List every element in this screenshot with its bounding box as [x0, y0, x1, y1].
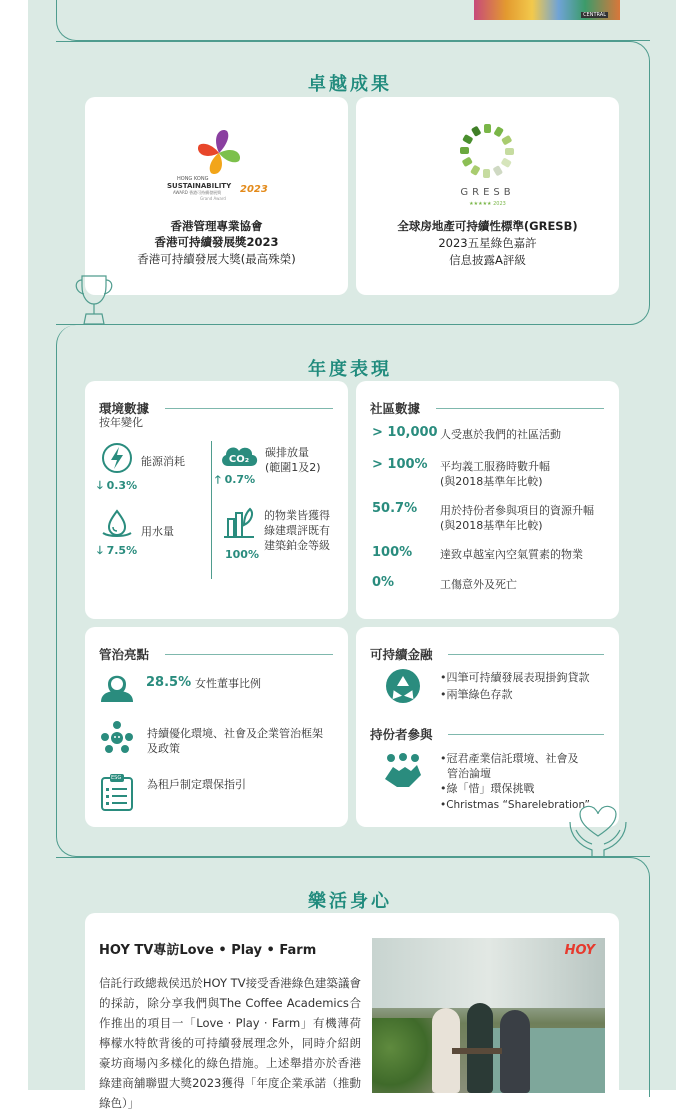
stakeholder-item-3: •Christmas “Sharelebration” — [440, 799, 590, 811]
green-building-icon — [222, 505, 256, 541]
hksa-line3: 香港可持續發展大獎(最高殊榮) — [137, 252, 296, 266]
stakeholder-item-1: •冠君產業信託環境、社會及 管治論壇 — [440, 752, 579, 780]
green-value: 100% — [225, 548, 259, 561]
down-arrow-icon: 🡓 — [97, 479, 103, 492]
co2-cloud-icon — [218, 440, 260, 468]
community-desc: 平均義工服務時數升幅 (與2018基準年比較) — [440, 460, 550, 488]
gresb-line1: 全球房地產可持續性標準(GRESB) — [397, 219, 578, 233]
gresb-ring-icon — [457, 121, 517, 181]
env-vertical-divider — [211, 441, 212, 579]
co2-label: 碳排放量 (範圍1及2) — [265, 446, 321, 474]
governance-divider — [165, 654, 333, 655]
connector-line-1 — [56, 0, 650, 41]
board-value: 28.5% — [146, 675, 192, 690]
section-title-performance: 年度表現 — [308, 359, 392, 380]
female-director-icon — [99, 667, 135, 703]
lohas-card — [85, 913, 619, 1113]
heart-hands-icon — [566, 802, 630, 858]
co2-value — [215, 472, 255, 487]
governance-network-icon — [99, 719, 135, 755]
hksa-line1: 香港管理專業協會 — [170, 219, 263, 233]
energy-value-text: 0.3% — [106, 479, 138, 492]
community-desc: 達致卓越室內空氣質素的物業 — [440, 548, 583, 561]
community-heading: 社區數據 — [370, 401, 421, 416]
green-label: 的物業皆獲得 綠建環評既有 建築鉑金等級 — [264, 509, 330, 552]
recycle-icon — [385, 668, 421, 704]
framework-text: 持續優化環境、社會及企業管治框架 及政策 — [147, 727, 323, 755]
section-title-lohas: 樂活身心 — [308, 891, 392, 912]
tenant-text: 為租戶制定環保指引 — [147, 778, 246, 791]
community-card — [356, 381, 619, 619]
stakeholder-divider — [448, 734, 604, 735]
tv-logo: HOY — [564, 943, 595, 958]
finance-item-1: •四筆可持續發展表現掛鉤貸款 — [440, 671, 590, 684]
community-value: > 10,000 — [372, 425, 438, 440]
env-sub: 按年變化 — [99, 416, 143, 429]
gresb-logo-name: GRESB — [460, 187, 515, 198]
hksa-line2: 香港可持續發展獎2023 — [154, 235, 279, 249]
water-value — [97, 543, 137, 558]
env-divider — [165, 408, 333, 409]
finance-divider — [448, 654, 604, 655]
stakeholder-heading: 持份者參與 — [370, 727, 433, 742]
governance-heading: 管治亮點 — [99, 647, 150, 662]
hksa-logo-small: HONG KONG — [177, 176, 209, 182]
banner-label: CENTRAL — [583, 12, 606, 18]
community-value: 50.7% — [372, 501, 418, 516]
water-icon — [101, 509, 133, 539]
hksa-flower-icon — [191, 125, 247, 181]
svg-text:CO₂: CO₂ — [228, 454, 250, 465]
water-value-text: 7.5% — [106, 544, 138, 557]
finance-heading: 可持續金融 — [370, 647, 433, 662]
env-heading: 環境數據 — [99, 401, 150, 416]
hksa-logo-sub: Grand Award — [200, 196, 226, 201]
photo-greenery — [372, 1018, 432, 1093]
article-title: HOY TV專訪Love • Play • Farm — [99, 943, 317, 958]
hksa-logo-year: 2023 — [240, 184, 268, 195]
gresb-line2: 2023五星綠色嘉許 — [438, 236, 537, 250]
esg-badge: ESG — [111, 775, 122, 781]
gresb-line3: 信息披露A評級 — [449, 253, 526, 267]
award-card-gresb — [356, 97, 619, 295]
community-value: > 100% — [372, 457, 428, 472]
photo-person-3 — [500, 1010, 530, 1093]
energy-label: 能源消耗 — [141, 455, 185, 468]
hksa-logo-award: AWARD 香港可持續發展獎 — [173, 190, 222, 195]
article-body: 信託行政總裁侯迅於HOY TV接受香港綠色建築議會的採訪，除分享我們與The Coffee Academics合作推出的項目一「Love · Play · Farm」有機薄荷檸檬水特飲背後的可持續發展理念外，同時介紹朗豪坊商場內多樣化的綠色措施。上述舉措亦於香港綠建商舖聯盟大獎2023獲得「年度企業承諾（推動綠色）」 — [99, 976, 361, 1110]
community-value: 0% — [372, 575, 395, 590]
community-divider — [436, 408, 604, 409]
finance-card — [356, 627, 619, 827]
stakeholder-item-2: •綠「惜」環保挑戰 — [440, 782, 535, 795]
env-card — [85, 381, 348, 619]
energy-icon — [101, 442, 133, 474]
community-desc: 用於持份者參與項目的資源升幅 (與2018基準年比較) — [440, 504, 594, 532]
interview-photo — [372, 938, 605, 1093]
finance-item-2: •兩筆綠色存款 — [440, 688, 513, 701]
gresb-logo-year: ★★★★★ 2023 — [469, 201, 506, 207]
energy-value — [97, 478, 137, 493]
community-desc: 人受惠於我們的社區活動 — [440, 428, 561, 441]
section-title-achievements: 卓越成果 — [308, 74, 392, 95]
award-card-hksa — [85, 97, 348, 295]
trophy-icon — [70, 272, 118, 328]
board-label: 女性董事比例 — [195, 677, 261, 690]
photo-table — [452, 1048, 502, 1054]
handshake-icon — [383, 753, 423, 789]
community-value: 100% — [372, 545, 413, 560]
water-label: 用水量 — [141, 525, 174, 538]
co2-value-text: 0.7% — [224, 473, 256, 486]
hksa-logo-main: SUSTAINABILITY — [167, 182, 232, 190]
up-arrow-icon: 🡑 — [215, 473, 221, 486]
governance-card — [85, 627, 348, 827]
community-desc: 工傷意外及死亡 — [440, 578, 517, 591]
down-arrow-icon: 🡓 — [97, 544, 103, 557]
